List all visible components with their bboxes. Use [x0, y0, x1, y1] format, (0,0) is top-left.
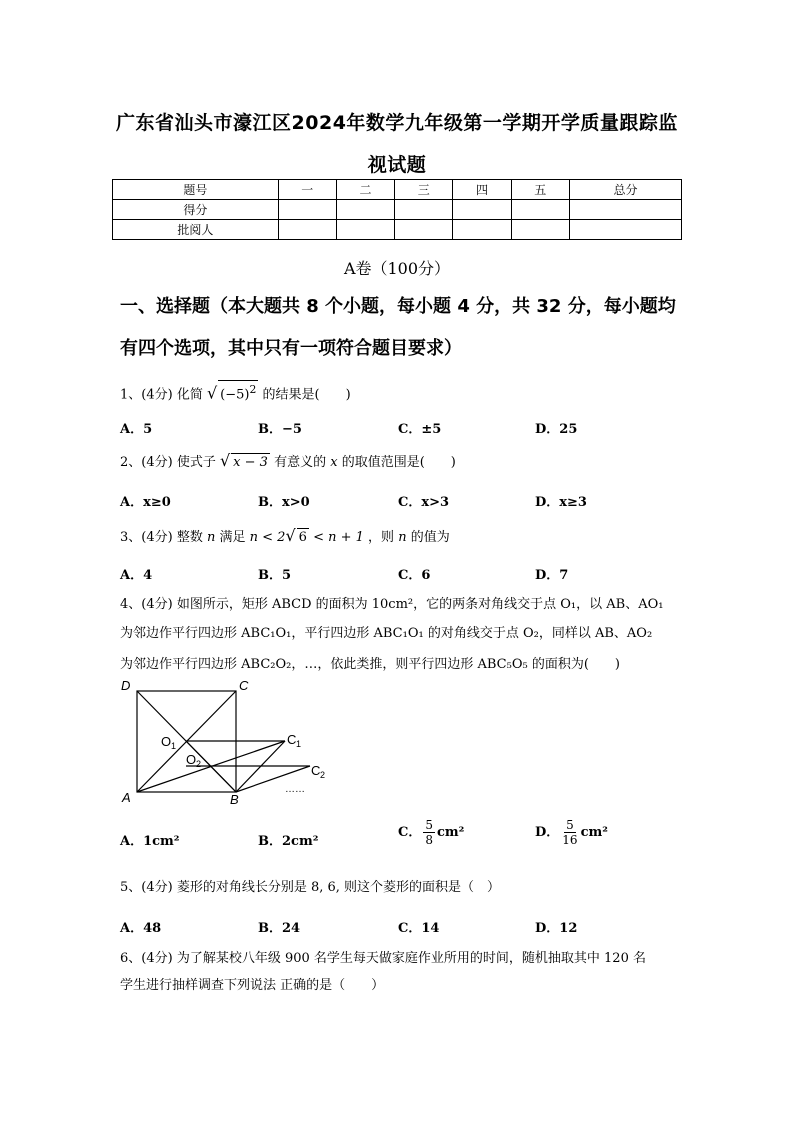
- label-c1-sub: 1: [296, 739, 302, 749]
- q4-option-d-letter: D．: [535, 825, 560, 840]
- score-row-label: 得分: [113, 200, 279, 220]
- q4-option-d-unit: cm²: [580, 825, 608, 840]
- label-o1-sub: 1: [171, 741, 177, 751]
- fraction-denominator: 16: [562, 833, 578, 847]
- question-3-inequality-left: n < 2: [249, 530, 286, 545]
- sqrt-sign-icon: √: [219, 451, 231, 470]
- grader-row: [113, 220, 682, 240]
- question-2: [120, 452, 456, 472]
- score-cell[interactable]: [453, 200, 511, 220]
- question-3-suffix: 的值为: [410, 530, 450, 545]
- question-3-middle: 满足: [219, 530, 246, 545]
- question-1-exponent: 2: [249, 383, 257, 396]
- score-header-cell: 二: [336, 180, 394, 200]
- score-header-cell: 题号: [113, 180, 279, 200]
- q4-option-c[interactable]: [398, 818, 464, 847]
- q4-option-c-fraction: [423, 818, 435, 847]
- section-heading-line-1: 一、选择题（本大题共 8 个小题，每小题 4 分，共 32 分，每小题均: [120, 296, 676, 317]
- score-table: [112, 179, 682, 240]
- question-3: [120, 527, 450, 547]
- score-header-cell: 四: [453, 180, 511, 200]
- title-line-2: 视试题: [367, 154, 427, 176]
- q3-option-d[interactable]: D．7: [535, 568, 569, 583]
- q4-option-d[interactable]: [535, 818, 608, 847]
- q1-option-a[interactable]: A．5: [120, 422, 153, 437]
- q1-option-d[interactable]: D．25: [535, 422, 578, 437]
- fraction-denominator: 8: [425, 833, 433, 847]
- q1-option-b[interactable]: B．−5: [258, 422, 302, 437]
- question-2-radicand: x − 3: [233, 455, 268, 470]
- question-1-prefix: 1、(4分) 化简: [120, 387, 203, 403]
- grader-cell[interactable]: [569, 220, 681, 240]
- label-c: C: [239, 678, 249, 693]
- title-line-1: 广东省汕头市濠江区2024年数学九年级第一学期开学质量跟踪监: [116, 112, 678, 134]
- q2-option-d[interactable]: D．x≥3: [535, 495, 587, 510]
- question-6-line-2: 学生进行抽样调查下列说法 正确的是（ ）: [120, 978, 385, 993]
- q4-option-c-unit: cm²: [437, 825, 465, 840]
- q3-option-a[interactable]: A．4: [120, 568, 153, 583]
- q2-option-a[interactable]: A．x≥0: [120, 495, 171, 510]
- question-5: 5、(4分) 菱形的对角线长分别是 8, 6, 则这个菱形的面积是（ ）: [120, 880, 501, 895]
- label-a: A: [122, 790, 131, 805]
- score-cell[interactable]: [336, 200, 394, 220]
- section-heading-line-2: 有四个选项，其中只有一项符合题目要求）: [120, 338, 462, 359]
- q3-option-b[interactable]: B．5: [258, 568, 292, 583]
- question-3-prefix: 3、(4分) 整数: [120, 530, 203, 545]
- label-c1: C: [287, 732, 297, 747]
- q4-option-b[interactable]: B．2cm²: [258, 834, 319, 849]
- score-cell[interactable]: [278, 200, 336, 220]
- question-2-variable: x: [330, 455, 338, 470]
- score-cell[interactable]: [395, 200, 453, 220]
- question-2-suffix: 的取值范围是( ): [341, 455, 456, 470]
- question-3-then: ，则: [368, 530, 395, 545]
- q3-option-c[interactable]: C．6: [398, 568, 431, 583]
- question-2-middle: 有意义的: [274, 455, 327, 470]
- q1-option-c[interactable]: C．±5: [398, 422, 442, 437]
- score-header-cell: 五: [511, 180, 569, 200]
- grader-cell[interactable]: [453, 220, 511, 240]
- question-4-line-1: 4、(4分) 如图所示，矩形 ABCD 的面积为 10cm²，它的两条对角线交于点 O₁，以 AB、AO₁: [120, 597, 664, 612]
- question-3-variable: n: [206, 530, 216, 545]
- juan-heading: A卷（100分）: [343, 259, 451, 278]
- grader-cell[interactable]: [278, 220, 336, 240]
- fraction-numerator: 5: [425, 818, 433, 832]
- question-3-inequality-right: < n + 1: [313, 530, 364, 545]
- label-o2-sub: 2: [196, 759, 202, 769]
- label-dots: ……: [285, 784, 305, 795]
- q4-option-a[interactable]: A．1cm²: [120, 834, 180, 849]
- q4-option-d-fraction: [561, 818, 578, 847]
- question-1-suffix: 的结果是( ): [262, 387, 351, 403]
- question-4-line-3: 为邻边作平行四边形 ABC₂O₂，…，依此类推，则平行四边形 ABC₅O₅ 的面积为( ): [120, 657, 620, 672]
- label-c2: C: [311, 763, 321, 778]
- q5-option-d[interactable]: D．12: [535, 921, 578, 936]
- label-o2: O: [186, 752, 197, 767]
- fraction-numerator: 5: [566, 818, 574, 832]
- label-b: B: [230, 792, 239, 807]
- label-o1: O: [161, 734, 172, 749]
- question-1-radicand: (−5): [220, 387, 250, 403]
- question-2-prefix: 2、(4分) 使式子: [120, 455, 216, 470]
- question-1-radicand-box: [218, 380, 258, 404]
- score-row: [113, 200, 682, 220]
- score-header-cell: 一: [278, 180, 336, 200]
- q5-option-c[interactable]: C．14: [398, 921, 440, 936]
- question-3-variable-2: n: [398, 530, 407, 545]
- question-4-figure: [115, 678, 340, 810]
- score-header-cell: 三: [395, 180, 453, 200]
- sqrt-sign-icon: √: [285, 526, 296, 545]
- q5-option-b[interactable]: B．24: [258, 921, 301, 936]
- grader-cell[interactable]: [395, 220, 453, 240]
- q5-option-a[interactable]: A．48: [120, 921, 162, 936]
- label-d: D: [121, 678, 131, 693]
- question-4-line-2: 为邻边作平行四边形 ABC₁O₁，平行四边形 ABC₁O₁ 的对角线交于点 O₂，同样以 AB、AO₂: [120, 626, 653, 641]
- question-6-line-1: 6、(4分) 为了解某校八年级 900 名学生每天做家庭作业所用的时间，随机抽取其中 120 名: [120, 951, 646, 966]
- grader-cell[interactable]: [336, 220, 394, 240]
- score-header-cell: 总分: [569, 180, 681, 200]
- question-1: [120, 380, 351, 404]
- q2-option-c[interactable]: C．x>3: [398, 495, 450, 510]
- q2-option-b[interactable]: B．x>0: [258, 495, 310, 510]
- score-cell[interactable]: [511, 200, 569, 220]
- question-3-radicand: 6: [298, 530, 307, 545]
- grader-cell[interactable]: [511, 220, 569, 240]
- grader-row-label: 批阅人: [113, 220, 279, 240]
- score-cell[interactable]: [569, 200, 681, 220]
- q4-option-c-letter: C．: [398, 825, 422, 840]
- sqrt-sign-icon: √: [206, 383, 218, 403]
- label-c2-sub: 2: [320, 770, 326, 780]
- score-table-header-row: [113, 180, 682, 200]
